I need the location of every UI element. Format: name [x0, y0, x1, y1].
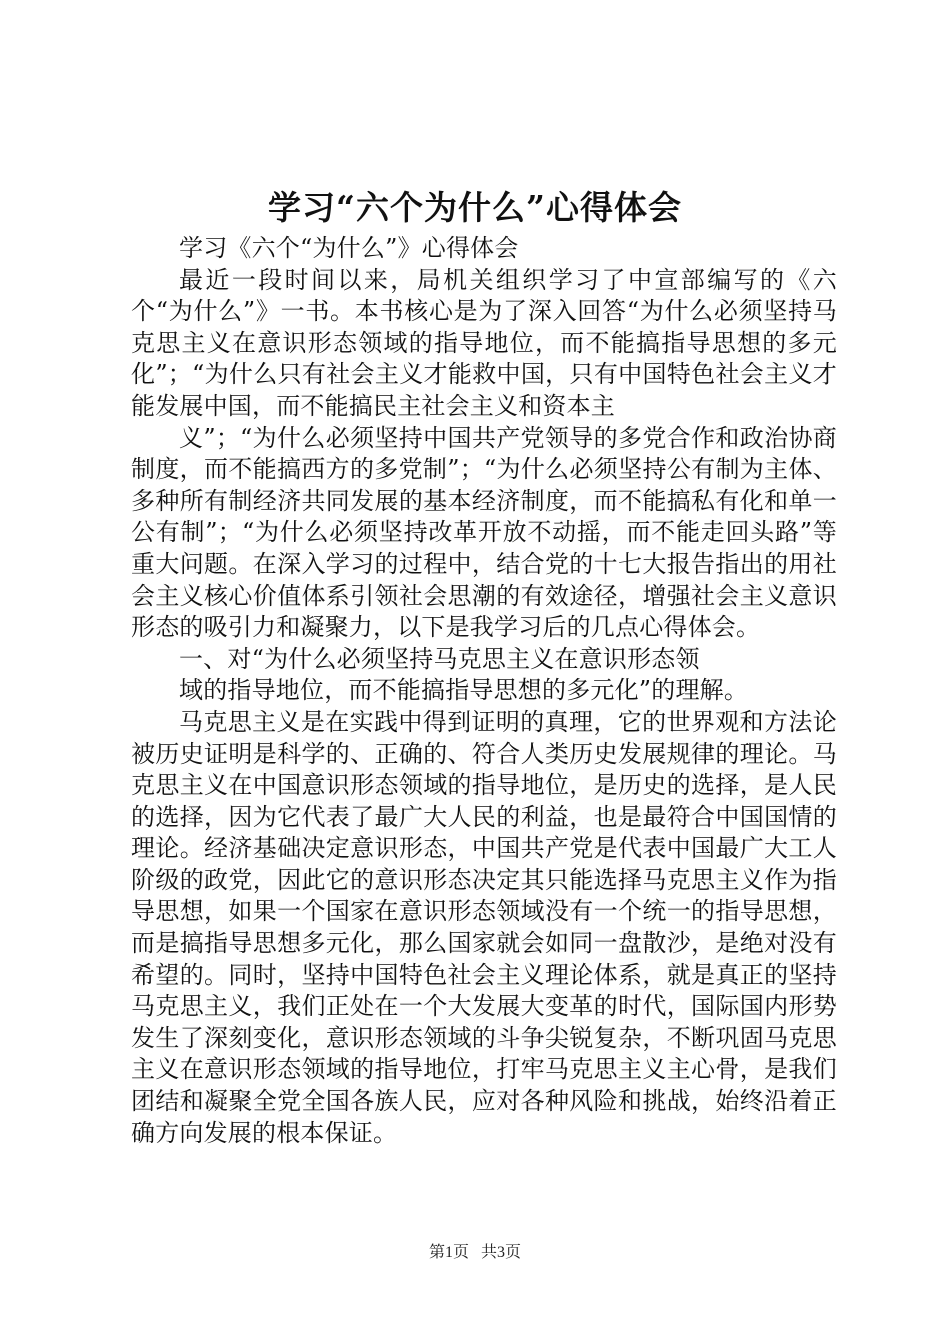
- document-title: 学习“六个为什么”心得体会: [268, 188, 682, 227]
- section-heading-1-continued: 域的指导地位，而不能搞指导思想的多元化”的理解。: [179, 676, 749, 705]
- page-number: 第1页: [428, 1244, 469, 1261]
- paragraph-intro: 最近一段时间以来，局机关组织学习了中宣部编写的《六个“为什么”》一书。本书核心是为了深入回答“为什么必须坚持马克思主义在意识形态领域的指导地位，而不能搞指导思想的多元化”；“为什么只有社会主义才能救中国，只有中国特色社会主义才能发展中国，而不能搞民主社会主义和资本主: [131, 265, 837, 420]
- document-body: [131, 233, 837, 1149]
- paragraph-intro-continued: 义”；“为什么必须坚持中国共产党领导的多党合作和政治协商制度，而不能搞西方的多党制”；“为什么必须坚持公有制为主体、多种所有制经济共同发展的基本经济制度，而不能搞私有化和单一公有制”；“为什么必须坚持改革开放不动摇，而不能走回头路”等重大问题。在深入学习的过程中，结合党的十七大报告指出的用社会主义核心价值体系引领社会思潮的有效途径，增强社会主义意识形态的吸引力和凝聚力，以下是我学习后的几点心得体会。: [131, 423, 837, 642]
- page-total: 共3页: [481, 1244, 522, 1261]
- paragraph-section-1: 马克思主义是在实践中得到证明的真理，它的世界观和方法论被历史证明是科学的、正确的、符合人类历史发展规律的理论。马克思主义在中国意识形态领域的指导地位，是历史的选择，是人民的选择，因为它代表了最广大人民的利益，也是最符合中国国情的理论。经济基础决定意识形态，中国共产党是代表中国最广大工人阶级的政党，因此它的意识形态决定其只能选择马克思主义作为指导思想，如果一个国家在意识形态领域没有一个统一的指导思想，而是搞指导思想多元化，那么国家就会如同一盘散沙，是绝对没有希望的。同时，坚持中国特色社会主义理论体系，就是真正的坚持马克思主义，我们正处在一个大发展大变革的时代，国际国内形势发生了深刻变化，意识形态领域的斗争尖锐复杂，不断巩固马克思主义在意识形态领域的指导地位，打牢马克思主义主心骨，是我们团结和凝聚全党全国各族人民，应对各种风险和挑战，始终沿着正确方向发展的根本保证。: [131, 707, 837, 1147]
- page-footer: [0, 1243, 950, 1263]
- section-heading-1: 一、对“为什么必须坚持马克思主义在意识形态领: [179, 644, 700, 673]
- paragraph-subtitle: 学习《六个“为什么”》心得体会: [179, 234, 519, 262]
